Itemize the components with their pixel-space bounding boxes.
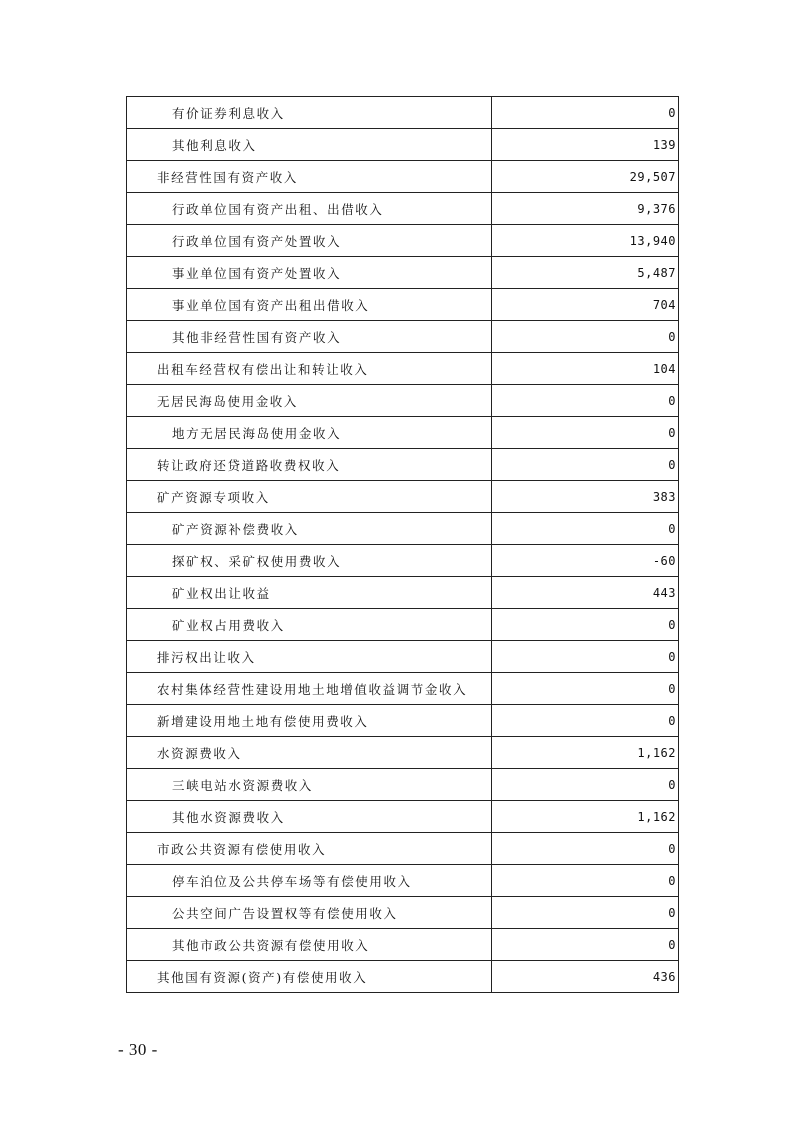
- table-row: [127, 481, 679, 513]
- table-row: [127, 97, 679, 129]
- revenue-table: [126, 96, 679, 993]
- table-row: [127, 833, 679, 865]
- table-row: [127, 897, 679, 929]
- item-value-cell: 139: [492, 129, 679, 161]
- item-name-cell: 水资源费收入: [127, 737, 492, 769]
- item-value-cell: 0: [492, 609, 679, 641]
- item-name-cell: 探矿权、采矿权使用费收入: [127, 545, 492, 577]
- item-name-cell: 其他利息收入: [127, 129, 492, 161]
- item-name-cell: 地方无居民海岛使用金收入: [127, 417, 492, 449]
- item-value-cell: 383: [492, 481, 679, 513]
- table-row: [127, 801, 679, 833]
- item-name-cell: 其他国有资源(资产)有偿使用收入: [127, 961, 492, 993]
- table-row: [127, 513, 679, 545]
- item-value-cell: 29,507: [492, 161, 679, 193]
- item-value-cell: 1,162: [492, 801, 679, 833]
- item-name-cell: 其他非经营性国有资产收入: [127, 321, 492, 353]
- table-row: [127, 929, 679, 961]
- item-value-cell: 1,162: [492, 737, 679, 769]
- table-row: [127, 193, 679, 225]
- revenue-table-body: [127, 97, 679, 993]
- table-row: [127, 545, 679, 577]
- table-row: [127, 609, 679, 641]
- table-row: [127, 769, 679, 801]
- item-value-cell: 5,487: [492, 257, 679, 289]
- table-row: [127, 673, 679, 705]
- table-row: [127, 961, 679, 993]
- item-value-cell: 436: [492, 961, 679, 993]
- table-row: [127, 353, 679, 385]
- item-value-cell: 0: [492, 385, 679, 417]
- item-value-cell: 0: [492, 833, 679, 865]
- item-value-cell: 0: [492, 513, 679, 545]
- table-row: [127, 385, 679, 417]
- item-name-cell: 其他市政公共资源有偿使用收入: [127, 929, 492, 961]
- table-row: [127, 161, 679, 193]
- table-row: [127, 705, 679, 737]
- item-name-cell: 行政单位国有资产处置收入: [127, 225, 492, 257]
- item-value-cell: 0: [492, 897, 679, 929]
- item-name-cell: 非经营性国有资产收入: [127, 161, 492, 193]
- item-name-cell: 事业单位国有资产出租出借收入: [127, 289, 492, 321]
- item-name-cell: 有价证券利息收入: [127, 97, 492, 129]
- item-name-cell: 出租车经营权有偿出让和转让收入: [127, 353, 492, 385]
- item-name-cell: 公共空间广告设置权等有偿使用收入: [127, 897, 492, 929]
- table-row: [127, 321, 679, 353]
- item-name-cell: 排污权出让收入: [127, 641, 492, 673]
- table-row: [127, 417, 679, 449]
- item-value-cell: 0: [492, 417, 679, 449]
- item-name-cell: 农村集体经营性建设用地土地增值收益调节金收入: [127, 673, 492, 705]
- item-value-cell: 0: [492, 865, 679, 897]
- item-value-cell: 0: [492, 705, 679, 737]
- item-name-cell: 矿业权出让收益: [127, 577, 492, 609]
- item-value-cell: 0: [492, 641, 679, 673]
- item-value-cell: 443: [492, 577, 679, 609]
- item-name-cell: 市政公共资源有偿使用收入: [127, 833, 492, 865]
- item-name-cell: 矿业权占用费收入: [127, 609, 492, 641]
- item-value-cell: 0: [492, 673, 679, 705]
- item-value-cell: 0: [492, 321, 679, 353]
- table-row: [127, 865, 679, 897]
- item-value-cell: 0: [492, 769, 679, 801]
- item-name-cell: 转让政府还贷道路收费权收入: [127, 449, 492, 481]
- item-value-cell: 9,376: [492, 193, 679, 225]
- item-value-cell: 104: [492, 353, 679, 385]
- table-row: [127, 641, 679, 673]
- item-name-cell: 行政单位国有资产出租、出借收入: [127, 193, 492, 225]
- item-name-cell: 停车泊位及公共停车场等有偿使用收入: [127, 865, 492, 897]
- table-row: [127, 449, 679, 481]
- item-value-cell: 13,940: [492, 225, 679, 257]
- table-row: [127, 577, 679, 609]
- table-row: [127, 289, 679, 321]
- page-number: - 30 -: [118, 1040, 158, 1059]
- table-row: [127, 737, 679, 769]
- item-value-cell: 0: [492, 97, 679, 129]
- table-row: [127, 225, 679, 257]
- table-row: [127, 129, 679, 161]
- item-name-cell: 事业单位国有资产处置收入: [127, 257, 492, 289]
- item-name-cell: 新增建设用地土地有偿使用费收入: [127, 705, 492, 737]
- item-value-cell: -60: [492, 545, 679, 577]
- item-value-cell: 0: [492, 929, 679, 961]
- item-value-cell: 0: [492, 449, 679, 481]
- item-name-cell: 三峡电站水资源费收入: [127, 769, 492, 801]
- item-name-cell: 其他水资源费收入: [127, 801, 492, 833]
- item-name-cell: 无居民海岛使用金收入: [127, 385, 492, 417]
- table-row: [127, 257, 679, 289]
- item-name-cell: 矿产资源专项收入: [127, 481, 492, 513]
- item-name-cell: 矿产资源补偿费收入: [127, 513, 492, 545]
- item-value-cell: 704: [492, 289, 679, 321]
